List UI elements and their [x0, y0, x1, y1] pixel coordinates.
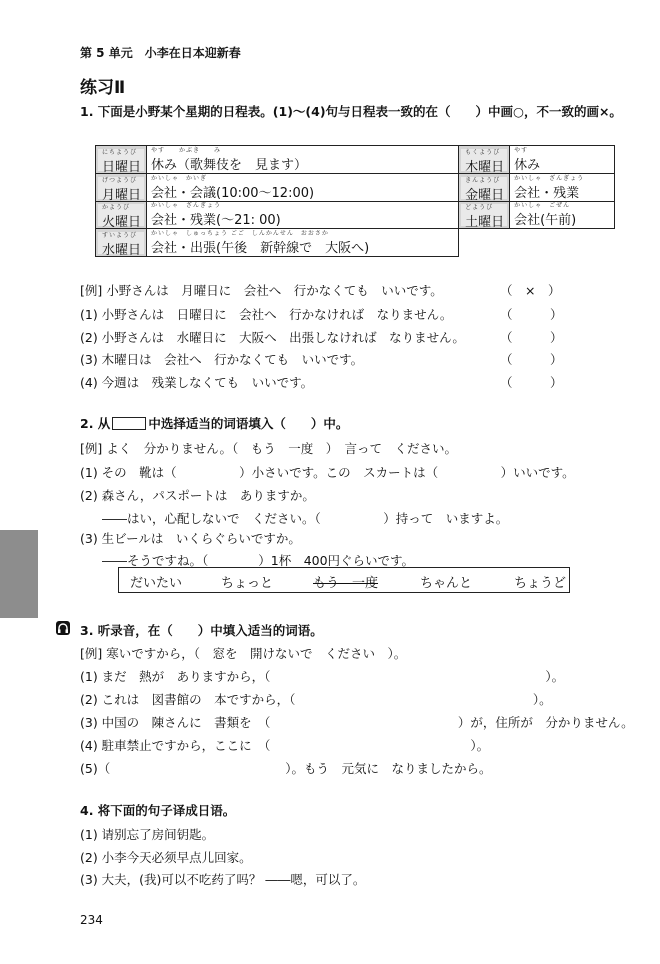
schedule-day: すいようび 水曜日 — [96, 229, 147, 257]
schedule-activity: かいしゃ かいぎ 会社・会議(10:00～12:00) — [147, 173, 459, 201]
schedule-activity: やす かぶき み 休み（歌舞伎を 見ます） — [147, 146, 459, 174]
schedule-activity: かいしゃ ざんぎょう 会社・残業 — [510, 173, 615, 201]
q1-answer-blank[interactable]: （ ） — [500, 330, 563, 345]
q1-answer-blank[interactable]: （ ） — [500, 352, 563, 367]
schedule-day: にちようび 日曜日 — [96, 146, 147, 174]
unit-label: 第 5 单元 — [80, 46, 133, 60]
q1-item: (1) 小野さんは 日曜日に 会社へ 行かなければ なりません。 — [80, 307, 453, 322]
schedule-day: もくようび 木曜日 — [459, 146, 510, 174]
q3-instruction: 3. 听录音，在（ ）中填入适当的词语。 — [80, 623, 323, 638]
q4-instruction: 4. 将下面的句子译成日语。 — [80, 803, 236, 818]
q2-line: ――そうですね。（ ）1杯 400円ぐらいです。 — [102, 553, 415, 568]
q1-answer-blank[interactable]: （ ） — [500, 307, 563, 322]
q2-instruction: 2. 从 中选择适当的词语填入（ ）中。 — [80, 416, 349, 431]
schedule-activity: かいしゃ ざんぎょう 会社・残業(～21: 00) — [147, 201, 459, 229]
q1-item: (2) 小野さんは 水曜日に 大阪へ 出張しなければ なりません。 — [80, 330, 465, 345]
running-header — [80, 44, 241, 61]
q3-item: (5)（ ）。もう 元気に なりましたから。 — [80, 761, 492, 776]
page-number: 234 — [80, 913, 103, 927]
word-option-used: もう 一度 — [313, 576, 379, 591]
word-option: ちょうど — [514, 576, 567, 591]
q2-line: (3) 生ビールは いくらぐらいですか。 — [80, 531, 301, 546]
headphone-icon — [56, 621, 70, 635]
q4-item: (2) 小李今天必须早点儿回家。 — [80, 850, 252, 865]
word-option: だいたい — [130, 576, 183, 591]
word-option: ちょっと — [221, 576, 274, 591]
schedule-activity: やす 休み — [510, 146, 615, 174]
q4-item: (3) 大夫，(我)可以不吃药了吗？ ――嗯，可以了。 — [80, 872, 366, 887]
q1-item: (4) 今週は 残業しなくても いいです。 — [80, 375, 314, 390]
q1-instruction: 1. 下面是小野某个星期的日程表。(1)～(4)句与日程表一致的在（ ）中画○，不一致的画×。 — [80, 104, 622, 119]
q3-item: (1) まだ 熱が ありますから，（ ）。 — [80, 669, 565, 684]
q3-example: [例] 寒いですから，（ 窓を 開けないで ください ）。 — [80, 646, 407, 661]
q3-item: (4) 駐車禁止ですから，ここに （ ）。 — [80, 738, 490, 753]
q2-line: (1) その 靴は（ ）小さいです。この スカートは（ ）いいです。 — [80, 465, 575, 480]
schedule-day: げつようび 月曜日 — [96, 173, 147, 201]
q2-line: (2) 森さん，パスポートは ありますか。 — [80, 488, 315, 503]
q1-answer-blank[interactable]: （ ） — [500, 375, 563, 390]
q3-item: (3) 中国の 陳さんに 書類を （ ）が，住所が 分かりません。 — [80, 715, 634, 730]
word-option: ちゃんと — [420, 576, 473, 591]
q4-item: (1) 请别忘了房间钥匙。 — [80, 827, 215, 842]
q1-example: [例] 小野さんは 月曜日に 会社へ 行かなくても いいです。 — [80, 283, 443, 298]
schedule-day: かようび 火曜日 — [96, 201, 147, 229]
schedule-day: きんようび 金曜日 — [459, 173, 510, 201]
schedule-day: どようび 土曜日 — [459, 201, 510, 229]
schedule-table — [95, 145, 615, 257]
q3-item: (2) これは 図書館の 本ですから，（ ）。 — [80, 692, 552, 707]
q1-item: (3) 木曜日は 会社へ 行かなくても いいです。 — [80, 352, 364, 367]
q2-example: [例] よく 分かりません。（ もう 一度 ） 言って ください。 — [80, 441, 457, 456]
unit-title: 小李在日本迎新春 — [144, 46, 241, 60]
schedule-activity: かいしゃ ごぜん 会社(午前) — [510, 201, 615, 229]
q1-example-answer: （ × ） — [500, 283, 561, 298]
q2-line: ――はい，心配しないで ください。（ ）持って いますよ。 — [102, 511, 509, 526]
schedule-activity: かいしゃ しゅっちょう ごご しんかんせん おおさか 会社・出張(午後 新幹線で 大阪へ) — [147, 229, 459, 257]
side-tab — [0, 530, 38, 618]
section-title: 练习Ⅱ — [80, 78, 126, 98]
